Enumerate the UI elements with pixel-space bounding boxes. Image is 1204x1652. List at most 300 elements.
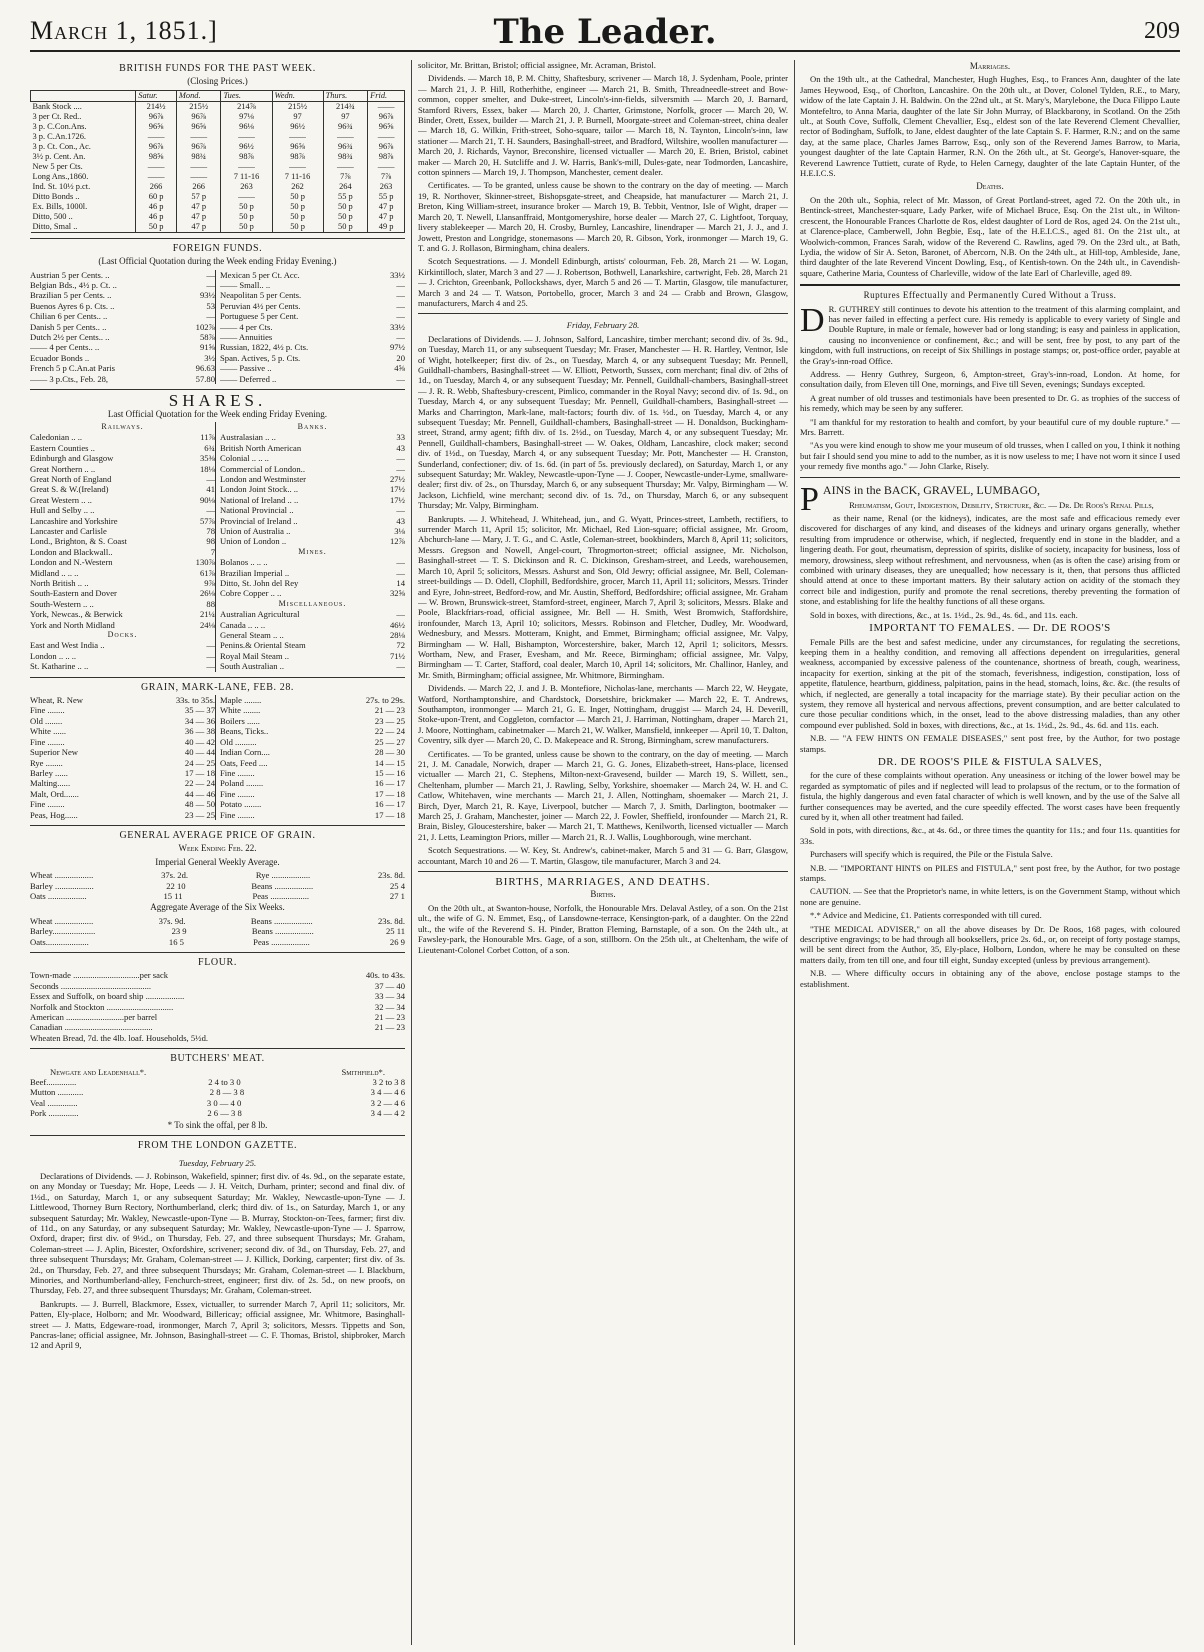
share-row bbox=[30, 495, 215, 505]
fund-price: —— bbox=[368, 162, 405, 172]
item-value: 16 — 17 bbox=[374, 799, 405, 810]
column-divider bbox=[794, 60, 795, 1645]
average-row bbox=[30, 937, 405, 947]
item-value: 21 — 23 bbox=[374, 1022, 405, 1033]
foreign-fund-row bbox=[220, 322, 405, 332]
share-price: 88 bbox=[206, 598, 215, 609]
item-label: —— 3 p.Cts., Feb. 28, bbox=[30, 373, 109, 384]
fund-price: —— bbox=[176, 162, 221, 172]
fund-price: 50 p bbox=[272, 222, 323, 233]
table-row bbox=[31, 122, 405, 132]
item-value: 35 — 37 bbox=[184, 705, 215, 716]
share-price: 61⅞ bbox=[199, 567, 215, 578]
item-value: — bbox=[396, 300, 405, 311]
item-value: 15 11 bbox=[163, 890, 183, 901]
average-aggregate: Aggregate Average of the Six Weeks. bbox=[150, 902, 285, 913]
share-price: 71½ bbox=[389, 650, 405, 661]
share-row bbox=[30, 620, 215, 630]
item-label: Town-made ...............................per sack bbox=[30, 970, 169, 981]
table-row bbox=[31, 182, 405, 192]
item-label: Old ........ bbox=[30, 715, 63, 726]
share-name: Hull and Selby .. .. bbox=[30, 505, 95, 516]
item-value: 17 — 18 bbox=[374, 809, 405, 820]
item-value: 2 8 — 3 8 bbox=[209, 1087, 245, 1098]
fund-name: Ex. Bills, 1000l. bbox=[31, 202, 136, 212]
item-label: Barley .................. bbox=[30, 880, 94, 891]
flour-row bbox=[30, 1033, 405, 1043]
share-row bbox=[220, 516, 405, 526]
item-value: — bbox=[396, 311, 405, 322]
item-label: Buenos Ayres 6 p. Cts. .. bbox=[30, 300, 115, 311]
piles-price: Sold in pots, with directions, &c., at 4s. 6d., or three times the quantity for 11s.; and four 11s. quantities for 33s. bbox=[800, 825, 1180, 846]
share-price: 12⅞ bbox=[389, 536, 405, 547]
item-value: 97½ bbox=[389, 342, 405, 353]
share-row bbox=[30, 578, 215, 588]
share-price: — bbox=[396, 609, 405, 620]
piles-specify: Purchasers will specify which is required, the Pile or the Fistula Salve. bbox=[810, 849, 1053, 860]
fund-price: 47 p bbox=[176, 212, 221, 222]
grain-row bbox=[30, 737, 215, 747]
share-row bbox=[30, 599, 215, 609]
fund-price: 96½ bbox=[221, 142, 272, 152]
running-header bbox=[30, 10, 1180, 52]
fund-price: —— bbox=[221, 192, 272, 202]
grain-row bbox=[30, 758, 215, 768]
fund-price: 50 p bbox=[323, 202, 368, 212]
share-price: 43 bbox=[396, 515, 405, 526]
funds-column-header: Thurs. bbox=[323, 90, 368, 101]
fund-price: —— bbox=[221, 132, 272, 142]
share-row bbox=[30, 453, 215, 463]
item-label: Wheat, R. New bbox=[30, 695, 83, 706]
foreign-fund-row bbox=[220, 374, 405, 384]
grain-row bbox=[220, 789, 405, 799]
piles-body: for the cure of these complaints without operation. Any uneasiness or itching of the lower bowel may be regarded as symptomatic of piles and if neglected will lead to prolapsus of the rectum, or to the formation of fistula, the highly dangerous and even fatal character of which is well known, and by the use of the Salve all further consequences may be averted, and the cure speedily effected. The worst cases have been frequently cured by it, when all other treatment had failed. bbox=[800, 770, 1180, 822]
item-label: Chilian 6 per Cents.. .. bbox=[30, 311, 108, 322]
fund-price: 47 p bbox=[368, 212, 405, 222]
friday-bankrupts: Bankrupts. — J. Whitehead, J. Whitehead, jun., and G. Wyatt, Princes-street, Lambeth, rectifiers, to surrender March 11, April 15; solicitor, Mr. Michael, Red Lion-square; official assignee, Mr. Groom, Abchurch-lane — Mary, J. T. G., and C. Astle, Coleman-street, bookbinders, March 8, April 11; solicitors, Messrs. Gregson and Nowell, Angel-court, Throgmorton-street; official assignee, Mr. Nicholson, Basinghall-street — T. S. Dickinson and R. C. Dickinson, Gresham-street, and Leeds, warehousemen, March 10, April 5; solicitors, Messrs. Ashurst and Son, Old Jewry; official assignee, Mr. Bell, Coleman-street-buildings — D. Odell, Clophill, Bedfordshire, grocer, March 11, April 11; solicitors, Messrs. Trinder and Eyre, John-street, Bedford-row, and Mr. Austin, Shefford, Bedfordshire; official assignee, Mr. Graham — W. Brown, Brunswick-street, Stamford-street, engineer, March 7, April 3; solicitors, Messrs. Blake and Poole, Blackfriars-road, official assignee, Mr. Bell — H. Smith, West Bromwich, Staffordshire, ironfounder, March 13, April 10; solicitors, Messrs. Robinson and Fletcher, Dudley, Mr. Woodward, Wednesbury, and Messrs. Motteram, Knight, and Emmet, Birmingham; official assignee, Mr. Valpy, Birmingham — W. Hall, Bishampton, Worcestershire, baker, March 12, April 1; solicitors, Messrs. Wortham, New, and Fraser, Evesham, and Mr. Reece, Birmingham; official assignee, Mr. Valpy, Birmingham — T. Carter, Stafford, coal dealer, March 10, April 14; solicitors, Mr. Challinor, Hanley, and Mr. Smith, Birmingham; official assignee, Mr. Whitmore, Birmingham. bbox=[418, 513, 788, 680]
share-price: 24⅛ bbox=[199, 619, 215, 630]
grain-row bbox=[220, 737, 405, 747]
fund-price: 98¾ bbox=[176, 152, 221, 162]
gazette-cont: solicitor, Mr. Brittan, Bristol; official assignee, Mr. Acraman, Bristol. bbox=[418, 60, 656, 70]
item-value: 27s. to 29s. bbox=[365, 695, 405, 706]
item-value: 3 2 — 4 6 bbox=[370, 1097, 405, 1108]
average-title: GENERAL AVERAGE PRICE OF GRAIN. bbox=[119, 829, 316, 841]
share-name: General Steam .. .. bbox=[220, 630, 284, 641]
fund-name: 3 p. C.An.1726. bbox=[31, 132, 136, 142]
item-value: — bbox=[396, 373, 405, 384]
share-name: Eastern Counties .. bbox=[30, 442, 95, 453]
share-name: British North American bbox=[220, 442, 302, 453]
foreign-fund-row bbox=[30, 363, 215, 373]
item-value: 23 9 bbox=[171, 926, 187, 937]
item-value: 33s. to 35s. bbox=[175, 695, 215, 706]
foreign-fund-row bbox=[30, 374, 215, 384]
pains-subtitle: Rheumatism, Gout, Indigestion, Debility, Stricture, &c. — Dr. De Roos's Renal Pills, bbox=[849, 499, 1154, 510]
share-row bbox=[220, 640, 405, 650]
share-price: 57⅞ bbox=[199, 515, 215, 526]
births-text: On the 20th ult., at Swanton-house, Norfolk, the Honourable Mrs. Delaval Astley, of a son. On the 21st ult., the wife of G. N. Emmet, Esq., of Lansdowne-terrace, Kensington-park, of a daughter. On the 22nd ult., the wife of the Reverend S. H. Pinder, Bratton Fleming, Barnstaple, of a son. On the 24th ult., at Fawsley-park, the Honourable Mrs. Gage, of a son, stillborn. On the 25th ult., at Cheltenham, the wife of Lieutenant-Colonel Corbet Cotton, of a son. bbox=[418, 902, 788, 955]
grain-row bbox=[220, 716, 405, 726]
share-price: 78 bbox=[206, 525, 215, 536]
table-row bbox=[31, 222, 405, 233]
meat-note: * To sink the offal, per 8 lb. bbox=[167, 1119, 268, 1130]
fund-price: 96⅝ bbox=[176, 122, 221, 132]
average-row bbox=[30, 881, 405, 891]
share-price: — bbox=[396, 505, 405, 516]
share-row bbox=[220, 453, 405, 463]
item-value: 40 — 44 bbox=[184, 747, 215, 758]
grain-table bbox=[30, 695, 405, 820]
fund-price: —— bbox=[136, 162, 177, 172]
fund-name: Ditto Bonds .. bbox=[31, 192, 136, 202]
fund-name: 3½ p. Cent. An. bbox=[31, 152, 136, 162]
females-title: IMPORTANT TO FEMALES. — Dr. DE ROOS'S bbox=[869, 622, 1111, 635]
item-value: 28 — 30 bbox=[374, 747, 405, 758]
share-name: Provincial of Ireland .. bbox=[220, 515, 298, 526]
item-value: 23 — 25 bbox=[184, 809, 215, 820]
fund-price: —— bbox=[272, 162, 323, 172]
share-row bbox=[220, 661, 405, 671]
flour-row bbox=[30, 1012, 405, 1022]
adviser-text: "THE MEDICAL ADVISER," on all the above diseases by Dr. De Roos, 168 pages, with coloured descriptive engravings; to be had through all booksellers, price 2s. 6d., or, on receipt of forty postage stamps, will be sent direct from the Author, 35, Ely-place, Holborn, London, where he may be consulted on these matters daily, from ten till one, and four till eight, Sunday excepted (unless by previous arrangement). bbox=[800, 923, 1180, 965]
grain-row bbox=[30, 799, 215, 809]
foreign-fund-row bbox=[30, 322, 215, 332]
item-value: 93½ bbox=[199, 290, 215, 301]
gazette-title: FROM THE LONDON GAZETTE. bbox=[137, 1140, 298, 1152]
fund-price: 215½ bbox=[176, 101, 221, 112]
share-row bbox=[30, 609, 215, 619]
item-value bbox=[379, 1033, 405, 1043]
item-value: 24 — 25 bbox=[184, 757, 215, 768]
item-label: French 5 p C.An.at Paris bbox=[30, 363, 115, 374]
share-row bbox=[220, 557, 405, 567]
column-1 bbox=[30, 60, 405, 1645]
share-name: Canada .. .. .. bbox=[220, 619, 266, 630]
grain-row bbox=[30, 778, 215, 788]
item-label: Mexican 5 per Ct. Acc. bbox=[220, 269, 300, 280]
share-name: London .. .. .. bbox=[30, 650, 77, 661]
foreign-fund-row bbox=[30, 332, 215, 342]
item-label: Oats, Feed .... bbox=[220, 757, 268, 768]
share-name: Great North of England bbox=[30, 473, 112, 484]
gazette-date: Tuesday, February 25. bbox=[178, 1157, 257, 1168]
grain-row bbox=[30, 716, 215, 726]
fund-price: 50 p bbox=[272, 192, 323, 202]
share-row bbox=[220, 474, 405, 484]
share-name: Edinburgh and Glasgow bbox=[30, 453, 114, 464]
meat-row bbox=[30, 1108, 405, 1118]
grain-row bbox=[30, 695, 215, 705]
fund-price: 50 p bbox=[221, 212, 272, 222]
pains-price: Sold in boxes, with directions, &c., at 1s. 1½d., 2s. 9d., 4s. 6d., and 11s. each. bbox=[810, 609, 1078, 620]
item-value: 25 11 bbox=[385, 926, 405, 937]
share-price: 98 bbox=[206, 536, 215, 547]
item-label: Brazilian 5 per Cents. .. bbox=[30, 290, 112, 301]
grain-row bbox=[30, 747, 215, 757]
issue-date: March 1, 1851.] bbox=[30, 16, 218, 45]
column-divider bbox=[411, 60, 412, 1645]
item-label: Fine ........ bbox=[220, 809, 255, 820]
foreign-fund-row bbox=[220, 280, 405, 290]
fund-price: 50 p bbox=[221, 202, 272, 212]
item-value: 48 — 50 bbox=[184, 799, 215, 810]
share-price: 17½ bbox=[389, 484, 405, 495]
share-price: 72 bbox=[396, 640, 405, 651]
item-value: 2 4 to 3 0 bbox=[208, 1077, 241, 1088]
item-label: Rye ........ bbox=[30, 757, 63, 768]
item-value: 14 — 15 bbox=[374, 757, 405, 768]
meat-heads: Newgate and Leadenhall*. Smithfield*. bbox=[50, 1066, 385, 1077]
grain-row bbox=[220, 726, 405, 736]
item-label: Boilers ...... bbox=[220, 715, 260, 726]
fund-price: 97⅛ bbox=[221, 112, 272, 122]
certificates-para: Certificates. — To be granted, unless cause be shown to the contrary on the day of meeting. — March 19, R. Northover, Skinner-street, Bishopsgate-street, and Cheapside, hat manufacturer — March 21, J. Breton, King William-street, insurance broker — March 19, B. Tebbit, Ventnor, Isle of Wight, draper — March 20, T. Newell, Llansanffraid, Montgomeryshire, horse dealer — March 27, C. Lightfoot, Torquay, livery stablekeeper — March 20, H. Crosby, Burnley, Lancashire, linendraper — March 21, J. J., and J. Jowett, Preston and Longridge, stonemasons — March 20, R. Gibson, York, ironmonger — March 19, G. T. and G. J. Rollason, Birmingham, china dealers. bbox=[418, 180, 788, 253]
share-name: London Joint Stock.. .. bbox=[220, 484, 299, 495]
share-row bbox=[30, 588, 215, 598]
item-label: Canadian ......................................... bbox=[30, 1022, 153, 1033]
fund-price: 96⅞ bbox=[368, 142, 405, 152]
funds-column-header: Tues. bbox=[221, 90, 272, 101]
fund-price: —— bbox=[176, 172, 221, 182]
item-value: — bbox=[206, 280, 215, 291]
share-row bbox=[30, 640, 215, 650]
share-name: National of Ireland .. .. bbox=[220, 494, 299, 505]
item-value: 3 4 — 4 6 bbox=[370, 1087, 405, 1098]
table-row bbox=[31, 192, 405, 202]
item-label: White ........ bbox=[220, 705, 261, 716]
share-name: London and Westminster bbox=[220, 473, 307, 484]
rupture-title: Ruptures Effectually and Permanently Cured Without a Truss. bbox=[863, 290, 1117, 301]
meat-row bbox=[30, 1098, 405, 1108]
share-price: — bbox=[396, 567, 405, 578]
share-price: 33 bbox=[396, 432, 405, 443]
pains-body: as their name, Renal (or the kidneys), indicates, are the most safe and efficacious remedy ever discovered for discharges of any kind, and diseases of the kidneys and urinary organs generally, whether resulting from imprudence or otherwise, which, if neglected, frequently end in stone in the bladder, and a lingering death. For gout, rheumatism, depression of spirits, dislike of society, incapacity for business, loss of memory, drowsiness, sleep without refreshment, and nervousness, when (as is often the case) arising from or combined with urinary diseases, they are unequalled; how necessary is it, then, that persons thus afflicted should attend at once to these important matters. By their salutary action on acidity of the stomach they correct bile and indigestion, purify and promote the renal secretions, thereby preventing the formation of stone, and establishing for life the healthy functions of all these organs. bbox=[800, 513, 1180, 607]
share-price: 130⅞ bbox=[195, 557, 215, 568]
fund-price: 50 p bbox=[323, 222, 368, 233]
share-row bbox=[220, 464, 405, 474]
fund-price: 96⅞ bbox=[136, 112, 177, 122]
funds-header-row bbox=[31, 90, 405, 101]
item-value: 33½ bbox=[389, 321, 405, 332]
fund-price: 50 p bbox=[272, 212, 323, 222]
share-name: Great S. & W.(Ireland) bbox=[30, 484, 109, 495]
share-price: 26⅛ bbox=[199, 588, 215, 599]
share-price: 9⅞ bbox=[204, 578, 215, 588]
share-row bbox=[30, 661, 215, 671]
share-name: Lancaster and Carlisle bbox=[30, 525, 107, 536]
gazette-bankrupts: Bankrupts. — J. Burrell, Blackmore, Essex, victualler, to surrender March 7, April 11; solicitors, Mr. Patten, Ely-place, Holborn; and Mr. Woodward, Billericay; official assignee, Mr. Whitmore, Basinghall-street — J. Matts, Edgeware-road, ironmonger, March 7, April 3; solicitors, Messrs. Tippetts and Son, Pancras-lane; official assignee, Mr. Johnson, Basinghall-street — C. F. Thomas, Bristol, shipbroker, March 12 and April 9, bbox=[30, 1298, 405, 1351]
share-name: Caledonian .. .. bbox=[30, 432, 83, 443]
item-label: Norfolk and Stockton ............................... bbox=[30, 1001, 174, 1012]
share-row bbox=[220, 536, 405, 546]
item-value: 23s. 8d. bbox=[378, 870, 405, 881]
share-price: — bbox=[396, 661, 405, 672]
grain-row bbox=[30, 789, 215, 799]
foreign-fund-row bbox=[220, 270, 405, 280]
item-value: 33 — 34 bbox=[374, 991, 405, 1002]
page-number: 209 bbox=[1144, 18, 1180, 44]
table-row bbox=[31, 202, 405, 212]
share-name: East and West India .. bbox=[30, 640, 105, 651]
meat-row bbox=[30, 1077, 405, 1087]
item-value: 21 — 23 bbox=[374, 705, 405, 716]
share-name: National Provincial .. bbox=[220, 505, 294, 516]
share-row bbox=[220, 609, 405, 619]
fund-price: 96⅝ bbox=[368, 122, 405, 132]
fund-price: 214¾ bbox=[323, 101, 368, 112]
item-label: Wheaten Bread, 7d. the 4lb. loaf. Households, 5½d. bbox=[30, 1032, 209, 1043]
item-value: Beans .................. bbox=[251, 926, 314, 937]
share-row bbox=[220, 651, 405, 661]
fund-price: 96⅞ bbox=[176, 112, 221, 122]
share-price: — bbox=[206, 640, 215, 651]
final-nb: N.B. — Where difficulty occurs in obtaining any of the above, enclose postage stamps to the establishment. bbox=[800, 968, 1180, 989]
fund-price: 96¾ bbox=[323, 122, 368, 132]
item-value: 25 — 27 bbox=[374, 736, 405, 747]
item-label: Beans, Ticks.. bbox=[220, 726, 269, 737]
fund-price: 263 bbox=[221, 182, 272, 192]
piles-title: DR. DE ROOS'S PILE & FISTULA SALVES, bbox=[877, 755, 1103, 768]
item-label: —— 4 per Cts. bbox=[220, 321, 273, 332]
average-week: Week Ending Feb. 22. bbox=[178, 843, 257, 854]
item-label: Austrian 5 per Cents. .. bbox=[30, 269, 110, 280]
fund-name: 3 per Ct. Red.. bbox=[31, 112, 136, 122]
fund-name: Bank Stock .... bbox=[31, 101, 136, 112]
fund-price: 98⅞ bbox=[368, 152, 405, 162]
fund-price: 7⅞ bbox=[323, 172, 368, 182]
caution-text: CAUTION. — See that the Proprietor's name, in white letters, is on the Government Stamp, without which none are genuine. bbox=[800, 886, 1180, 907]
item-value: — bbox=[206, 269, 215, 280]
share-name: York, Newcas., & Berwick bbox=[30, 609, 123, 620]
share-price: 35⅜ bbox=[199, 453, 215, 464]
average-row bbox=[30, 916, 405, 926]
share-name: Midland .. .. .. bbox=[30, 567, 79, 578]
share-price: 28⅛ bbox=[389, 630, 405, 641]
fund-price: 215½ bbox=[272, 101, 323, 112]
masthead-title: The Leader. bbox=[493, 12, 717, 52]
fund-name: Ditto, 500 .. bbox=[31, 212, 136, 222]
bmd-title: BIRTHS, MARRIAGES, AND DEATHS. bbox=[495, 876, 711, 889]
table-row bbox=[31, 172, 405, 182]
item-label: Peruvian 4½ per Cents. bbox=[220, 300, 301, 311]
meat-title: BUTCHERS' MEAT. bbox=[170, 1053, 265, 1065]
item-value: 23 — 25 bbox=[374, 715, 405, 726]
fund-price: 96⅞ bbox=[368, 112, 405, 122]
item-label: Barley.................... bbox=[30, 926, 96, 937]
foreign-fund-row bbox=[220, 311, 405, 321]
share-price: 21¼ bbox=[199, 609, 215, 620]
grain-title: GRAIN, MARK-LANE, FEB. 28. bbox=[140, 681, 295, 693]
share-price: 43 bbox=[396, 442, 405, 453]
table-row bbox=[31, 162, 405, 172]
item-label: Wheat .................. bbox=[30, 915, 94, 926]
funds-table bbox=[30, 90, 405, 233]
fund-price: 96⅞ bbox=[176, 142, 221, 152]
item-value: 20 bbox=[396, 352, 405, 363]
item-label: Belgian Bds., 4½ p. Ct. .. bbox=[30, 280, 117, 291]
fund-price: 47 p bbox=[176, 222, 221, 233]
share-name: South Australian .. bbox=[220, 661, 284, 672]
share-name: Commercial of London.. bbox=[220, 463, 305, 474]
share-price: — bbox=[206, 661, 215, 672]
table-row bbox=[31, 152, 405, 162]
share-name: St. Katharine .. .. bbox=[30, 661, 89, 672]
share-price: 41 bbox=[206, 484, 215, 495]
item-value: 36 — 38 bbox=[184, 726, 215, 737]
share-name: Australian Agricultural bbox=[220, 609, 300, 620]
females-nb: N.B. — "A FEW HINTS ON FEMALE DISEASES," sent post free, by the Author, for two postage stamps. bbox=[800, 733, 1180, 754]
item-value: 53 bbox=[206, 300, 215, 311]
rupture-body: D R. GUTHREY still continues to devote his attention to the treatment of this alarming complaint, and has never failed in effecting a perfect cure. His remedy is applicable to every variety of Single and Double Rupture, in male or female, however bad or long standing; is easy and painless in application, causing no inconvenience or confinement, &c.; and will be sent, free by post, to any part of the kingdom, with full instructions, on receipt of Six Shillings in postage stamps; or, post-office order, payable at the Gray's-inn-road Office. bbox=[800, 301, 1180, 366]
item-label: Veal .............. bbox=[30, 1097, 78, 1108]
foreign-fund-row bbox=[30, 280, 215, 290]
item-value: 37s. 2d. bbox=[161, 870, 189, 881]
grain-row bbox=[220, 810, 405, 820]
share-name: South-Western .. .. bbox=[30, 598, 94, 609]
dropcap-d: D bbox=[800, 301, 825, 339]
item-value: 3 2 to 3 8 bbox=[372, 1077, 405, 1088]
fund-name: 3 p. Ct. Con., Ac. bbox=[31, 142, 136, 152]
share-price: 7 bbox=[210, 546, 215, 557]
item-value: 17 — 18 bbox=[374, 788, 405, 799]
grain-row bbox=[30, 705, 215, 715]
average-imperial: Imperial General Weekly Average. bbox=[155, 856, 280, 867]
item-label: Oats .................. bbox=[30, 890, 87, 901]
fund-price: 7 11-16 bbox=[272, 172, 323, 182]
item-value: 96.63 bbox=[195, 363, 215, 374]
fund-price: —— bbox=[176, 132, 221, 142]
fund-price: 264 bbox=[323, 182, 368, 192]
share-row bbox=[220, 526, 405, 536]
females-body: Female Pills are the best and safest medicine, under any circumstances, for regulating the secretions, keeping them in a healthy condition, and removing all affections dependent on irregularities, general weakness, accompanied by excessive paleness of the countenance, shortness of breath, cough, weariness, incapacity for exertion, sinking at the pit of the stomach, feverishness, indigestion, constipation, loss of appetite, flatulence, heartburn, giddiness, palpitation, pains in the head, stomach, loins, &c. &c. (the results of which, if neglected, are generally a total incapacity for the marriage state). By their peculiar action on the system, they remove all hysterical and nervous affections, prevent consumption, and are better calculated to cure those peculiar conditions which, in the onset, lead to the above distressing maladies, than any other compound ever published. Sold in boxes, with directions, &c., at 1s. 1½d., 2s. 9d., 4s. 6d. and 11s. each. bbox=[800, 636, 1180, 730]
item-label: Peas, Hog...... bbox=[30, 809, 78, 820]
fund-price: 97 bbox=[272, 112, 323, 122]
funds-column-header: Wedn. bbox=[272, 90, 323, 101]
item-label: Potato ........ bbox=[220, 799, 262, 810]
item-value: 58⅞ bbox=[199, 332, 215, 343]
fund-price: —— bbox=[323, 162, 368, 172]
item-value: 57.80 bbox=[195, 373, 215, 384]
item-label: Superior New bbox=[30, 747, 78, 758]
dividends-para: Dividends. — March 18, P. M. Chitty, Shaftesbury, scrivener — March 18, J. Sydenham, Poole, printer — March 21, J. P. Hill, Rotherhithe, engineer — March 21, B. Smith, Threadneedle-street and Bow-common, copper smelter, and Duke-street, Lincoln's-inn-fields, silversmith — March 20, J. Barnard, Stamford Rivers, Essex, baker — March 20, J. Charter, Grimstone, Norfolk, grocer — March 20, W. Binder, Orett, Essex, builder — March 21, J. P. Burnell, Moorgate-street and Coleman-street, china dealer — March 18, G. Wilkin, Frith-street, Soho-square, tailor — March 18, N. Taynton, Lincoln's-inn, law stationer — March 21, T. H. Saunders, Basinghall-street, and Bradford, Wiltshire, woollen manufacturer — March 20, J. Richards, Vaynor, Breconshire, licensed victualler — March 20, E. Brien, Bristol, cabinet maker — March 20, H. Sutcliffe and J. W. Harris, Bank's-mill, Dules-gate, near Todmorden, Lancashire, cotton spinners — March 19, J. Thompson, Manchester, cement dealer. bbox=[418, 73, 788, 178]
share-price: 46½ bbox=[389, 619, 405, 630]
table-row bbox=[31, 112, 405, 122]
foreign-subtitle: (Last Official Quotation during the Week ending Friday Evening.) bbox=[98, 256, 337, 267]
share-row bbox=[220, 588, 405, 598]
fund-name: New 5 per Cts. bbox=[31, 162, 136, 172]
friday-date: Friday, February 28. bbox=[566, 320, 640, 331]
share-name: North British .. .. bbox=[30, 578, 89, 588]
share-price: 18⅛ bbox=[199, 463, 215, 474]
share-row bbox=[30, 536, 215, 546]
share-row bbox=[30, 516, 215, 526]
item-label: Oats.................... bbox=[30, 936, 89, 947]
share-row bbox=[220, 443, 405, 453]
share-row bbox=[220, 620, 405, 630]
foreign-table bbox=[30, 270, 405, 384]
grain-row bbox=[30, 726, 215, 736]
fund-name: 3 p. C.Con.Ans. bbox=[31, 122, 136, 132]
item-label: American ...........................per barrel bbox=[30, 1012, 158, 1023]
item-value: Peas .................. bbox=[253, 936, 310, 947]
fund-price: 57 p bbox=[176, 192, 221, 202]
share-row bbox=[30, 651, 215, 661]
friday-certificates: Certificates. — To be granted, unless cause be shown to the contrary, on the day of meeting. — March 21, J. M. Canadale, Norwich, draper — March 21, G. G. Jones, Elizabeth-street, Hans-place, licensed victualler — March 21, C. Stephens, Milton-next-Gravesend, builder — March 19, S. Willett, sen., Cheltenham, plumber — March 21, J. Rawling, Selby, Yorkshire, shoemaker — March 24, W. H. and C. Catlow, Whitehaven, wine merchants — March 21, J. Allen, Nottingham, shoemaker — March 21, J. Birch, Dyer, March 21, R. Kaye, Liverpool, butcher — March 7, J. Smith, Darlington, bootmaker — March 25, J. Graham, Manchester, joiner — March 22, J. Fowler, Sheffield, ironfounder — March 21, R. Brain, Bisley, Gloucestershire, baker — March 21, T. Matthews, Kenilworth, licensed victualler — March 21, J. Letts, Leamington Priors, miller — March 21, R. J. Wallis, Loughborough, wine merchant. bbox=[418, 748, 788, 842]
item-label: Malting...... bbox=[30, 778, 71, 789]
item-value: 2 6 — 3 8 bbox=[207, 1108, 242, 1119]
